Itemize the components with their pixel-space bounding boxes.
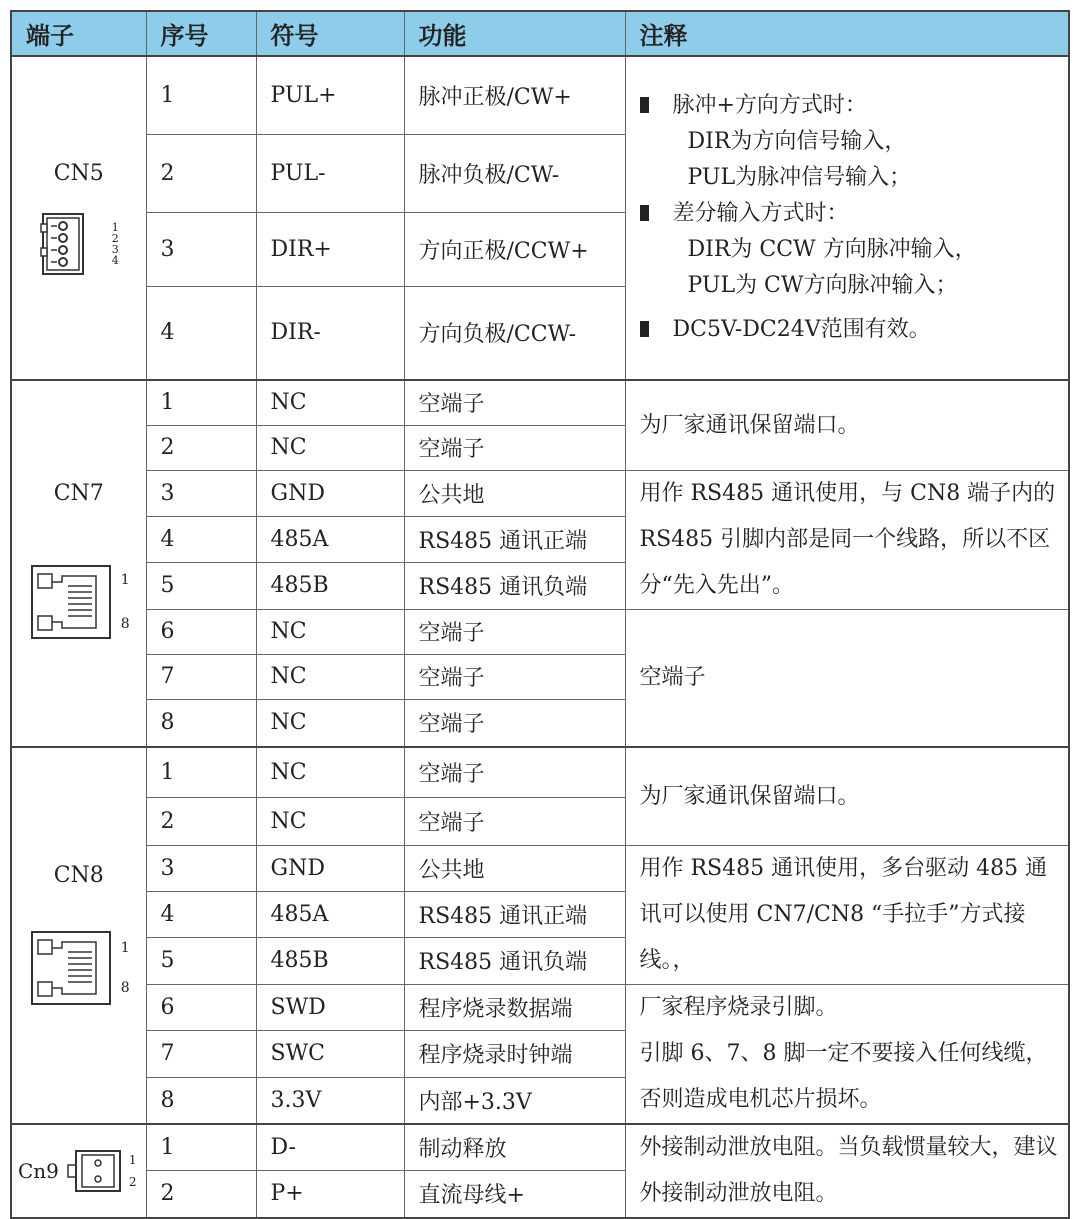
pin-definition-table: [10, 10, 1070, 1219]
pin-function: 空端子: [404, 699, 625, 747]
table-row: [11, 470, 1069, 516]
table-row: [11, 845, 1069, 891]
pin-number: 4: [146, 516, 256, 562]
pin-function: 程序烧录时钟端: [404, 1031, 625, 1078]
cn8-note-rs485: 用作 RS485 通讯使用，多台驱动 485 通讯可以使用 CN7/CN8 “手拉手”方式接线。，: [625, 845, 1069, 984]
header-number: 序号: [146, 11, 256, 56]
pin-number: 1: [146, 1124, 256, 1171]
note-text: 差分输入方式时：: [672, 201, 849, 226]
cn7-label: CN7: [53, 481, 104, 506]
pin-symbol: 485B: [256, 563, 404, 609]
cn7-port-cell: [11, 380, 146, 747]
cn8-pin-1-label: 1: [120, 939, 130, 956]
note-text: 引脚 6、7、8 脚一定不要接入任何线缆，否则造成电机芯片损坏。: [639, 1040, 1048, 1112]
pin-number: 4: [146, 286, 256, 380]
pin-function: RS485 通讯负端: [404, 563, 625, 609]
pin-symbol: D-: [256, 1124, 404, 1171]
table-row: [11, 984, 1069, 1031]
note-text: PUL为脉冲信号输入；: [687, 165, 912, 190]
pin-symbol: NC: [256, 609, 404, 654]
pin-number: 2: [146, 1171, 256, 1218]
header-function: 功能: [404, 11, 625, 56]
pin-function: 方向负极/CCW-: [404, 286, 625, 380]
cn9-pin-numbers: [129, 1149, 137, 1193]
note-text: DIR为 CCW 方向脉冲输入，: [687, 237, 977, 262]
pin-function: 空端子: [404, 425, 625, 470]
cn5-pin-numbers: [112, 222, 119, 266]
pin-symbol: DIR+: [256, 212, 404, 286]
bullet-icon: [640, 97, 649, 113]
pin-function: 内部+3.3V: [404, 1077, 625, 1124]
cn5-pin-3-label: 3: [111, 242, 119, 256]
cn5-pin-2-label: 2: [111, 231, 119, 245]
pin-symbol: NC: [256, 699, 404, 747]
pin-symbol: 485B: [256, 938, 404, 984]
pin-function: 方向正极/CCW+: [404, 212, 625, 286]
cn5-port-cell: [11, 56, 146, 380]
cn7-note-rs485: 用作 RS485 通讯使用，与 CN8 端子内的 RS485 引脚内部是同一个线路，所以不区分“先入先出”。: [625, 470, 1069, 609]
cn7-pin-8-label: 8: [120, 616, 130, 632]
pin-number: 3: [146, 845, 256, 891]
cn7-note-empty: 空端子: [625, 609, 1069, 747]
pin-symbol: PUL+: [256, 56, 404, 134]
header-port: 端子: [11, 11, 146, 56]
pin-number: 5: [146, 938, 256, 984]
pin-function: 直流母线+: [404, 1171, 625, 1218]
pin-symbol: 485A: [256, 891, 404, 937]
pin-function: 程序烧录数据端: [404, 984, 625, 1031]
pin-function: 空端子: [404, 609, 625, 654]
pin-symbol: NC: [256, 797, 404, 845]
pin-function: RS485 通讯正端: [404, 891, 625, 937]
pin-symbol: NC: [256, 654, 404, 699]
pin-number: 4: [146, 891, 256, 937]
cn5-label: CN5: [53, 160, 104, 186]
pin-number: 7: [146, 1031, 256, 1078]
cn5-connector-icon: [39, 212, 105, 276]
cn8-rj45-icon: [28, 928, 114, 1008]
note-text: DIR为方向信号输入，: [687, 129, 907, 154]
cn7-pin-numbers: [121, 558, 130, 646]
pin-function: 脉冲负极/CW-: [404, 134, 625, 212]
bullet-icon: [640, 321, 649, 337]
table-row: [11, 56, 1069, 134]
cn9-port-cell: [11, 1124, 146, 1218]
pin-number: 8: [146, 699, 256, 747]
cn9-pin-1-label: 1: [128, 1152, 137, 1167]
cn9-label: Cn9: [18, 1158, 59, 1183]
pin-symbol: GND: [256, 845, 404, 891]
pin-function: 脉冲正极/CW+: [404, 56, 625, 134]
cn8-label: CN8: [53, 862, 104, 888]
cn8-port-cell: [11, 747, 146, 1124]
cn9-connector-icon: [66, 1149, 122, 1193]
note-text: 脉冲+方向方式时：: [672, 93, 867, 118]
table-row: [11, 380, 1069, 425]
pin-function: 公共地: [404, 470, 625, 516]
table-row: [11, 1124, 1069, 1171]
header-row: [11, 11, 1069, 56]
pin-number: 1: [146, 56, 256, 134]
pin-number: 8: [146, 1077, 256, 1124]
bullet-icon: [640, 205, 649, 221]
pin-symbol: GND: [256, 470, 404, 516]
table-row: [11, 609, 1069, 654]
pin-number: 2: [146, 134, 256, 212]
cn9-pin-2-label: 2: [128, 1174, 137, 1189]
pin-function: 空端子: [404, 797, 625, 845]
pin-symbol: P+: [256, 1171, 404, 1218]
pin-number: 5: [146, 563, 256, 609]
cn8-note-reserved: 为厂家通讯保留端口。: [625, 747, 1069, 845]
pin-symbol: SWC: [256, 1031, 404, 1078]
pin-number: 2: [146, 425, 256, 470]
note-text: PUL为 CW方向脉冲输入；: [687, 273, 958, 298]
pin-symbol: PUL-: [256, 134, 404, 212]
pin-number: 2: [146, 797, 256, 845]
note-text: DC5V-DC24V范围有效。: [672, 317, 931, 342]
header-symbol: 符号: [256, 11, 404, 56]
pin-number: 6: [146, 609, 256, 654]
pin-symbol: 485A: [256, 516, 404, 562]
pin-number: 3: [146, 212, 256, 286]
pin-function: RS485 通讯负端: [404, 938, 625, 984]
pin-number: 6: [146, 984, 256, 1031]
pin-function: RS485 通讯正端: [404, 516, 625, 562]
pin-symbol: NC: [256, 380, 404, 425]
cn7-rj45-icon: [28, 562, 114, 642]
pin-function: 空端子: [404, 654, 625, 699]
pin-function: 制动释放: [404, 1124, 625, 1171]
table-row: [11, 747, 1069, 797]
note-text: 厂家程序烧录引脚。: [639, 994, 838, 1020]
pin-number: 3: [146, 470, 256, 516]
cn9-note: 外接制动泄放电阻。当负载惯量较大，建议外接制动泄放电阻。: [625, 1124, 1069, 1218]
pin-number: 1: [146, 380, 256, 425]
pin-number: 7: [146, 654, 256, 699]
pin-symbol: NC: [256, 747, 404, 797]
cn5-pin-4-label: 4: [111, 253, 119, 267]
pin-function: 空端子: [404, 747, 625, 797]
pin-symbol: 3.3V: [256, 1077, 404, 1124]
pin-function: 公共地: [404, 845, 625, 891]
cn8-pin-8-label: 8: [120, 979, 130, 996]
cn7-note-reserved: 为厂家通讯保留端口。: [625, 380, 1069, 470]
cn5-pin-1-label: 1: [111, 220, 119, 234]
cn5-notes: [625, 56, 1069, 380]
pin-function: 空端子: [404, 380, 625, 425]
header-note: 注释: [625, 11, 1069, 56]
cn8-pin-numbers: [121, 928, 130, 1008]
pin-symbol: NC: [256, 425, 404, 470]
pin-symbol: SWD: [256, 984, 404, 1031]
cn7-pin-1-label: 1: [120, 572, 130, 588]
pin-number: 1: [146, 747, 256, 797]
pin-symbol: DIR-: [256, 286, 404, 380]
cn8-note-programming: [625, 984, 1069, 1124]
